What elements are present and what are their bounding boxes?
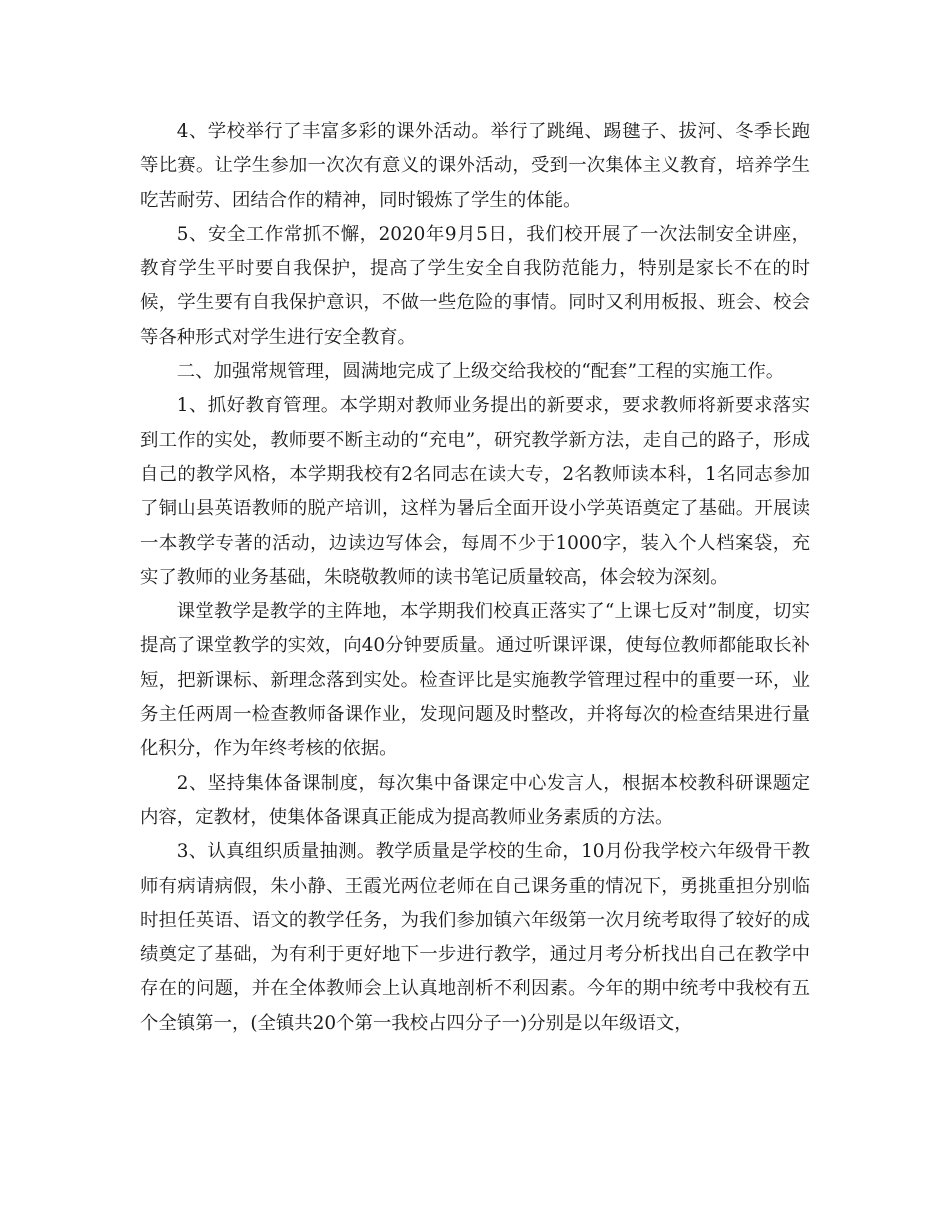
paragraph-classroom-teaching: 课堂教学是教学的主阵地，本学期我们校真正落实了“上课七反对”制度，切实提高了课堂教学的实效，向40分钟要质量。通过听课评课，使每位教师都能取长补短，把新课标、新理念落到实处。检查评比是实施教学管理过程中的重要一环，业务主任两周一检查教师备课作业，发现问题及时整改，并将每次的检查结果进行量化积分，作为年终考核的依据。 — [140, 601, 810, 760]
paragraph-collective-lesson-prep: 2、坚持集体备课制度，每次集中备课定中心发言人，根据本校教科研课题定内容，定教材，使集体备课真正能成为提高教师业务素质的方法。 — [140, 772, 810, 828]
document-body — [140, 115, 810, 1041]
paragraph-activities: 4、学校举行了丰富多彩的课外活动。举行了跳绳、踢毽子、拔河、冬季长跑等比赛。让学生参加一次次有意义的课外活动，受到一次集体主义教育，培养学生吃苦耐劳、团结合作的精神，同时锻炼了学生的体能。 — [140, 121, 810, 211]
paragraph-safety: 5、安全工作常抓不懈，2020年9月5日，我们校开展了一次法制安全讲座，教育学生平时要自我保护，提高了学生安全自我防范能力，特别是家长不在的时候，学生要有自我保护意识，不做一些危险的事情。同时又利用板报、班会、校会等各种形式对学生进行安全教育。 — [140, 223, 810, 348]
paragraph-quality-testing: 3、认真组织质量抽测。教学质量是学校的生命，10月份我学校六年级骨干教师有病请病假，朱小静、王霞光两位老师在自己课务重的情况下，勇挑重担分别临时担任英语、语文的教学任务，为我们参加镇六年级第一次月统考取得了较好的成绩奠定了基础，为有利于更好地下一步进行教学，通过月考分析找出自己在教学中存在的问题，并在全体教师会上认真地剖析不利因素。今年的期中统考中我校有五个全镇第一，(全镇共20个第一我校占四分子一)分别是以年级语文， — [140, 841, 810, 1034]
paragraph-teaching-management: 1、抓好教育管理。本学期对教师业务提出的新要求，要求教师将新要求落实到工作的实处，教师要不断主动的“充电”，研究教学新方法，走自己的路子，形成自己的教学风格，本学期我校有2名同志在读大专，2名教师读本科，1名同志参加了铜山县英语教师的脱产培训，这样为暑后全面开设小学英语奠定了基础。开展读一本教学专著的活动，边读边写体会，每周不少于1000字，装入个人档案袋，充实了教师的业务基础，朱晓敬教师的读书笔记质量较高，体会较为深刻。 — [140, 395, 810, 588]
section-heading-management: 二、加强常规管理，圆满地完成了上级交给我校的“配套”工程的实施工作。 — [176, 361, 785, 383]
